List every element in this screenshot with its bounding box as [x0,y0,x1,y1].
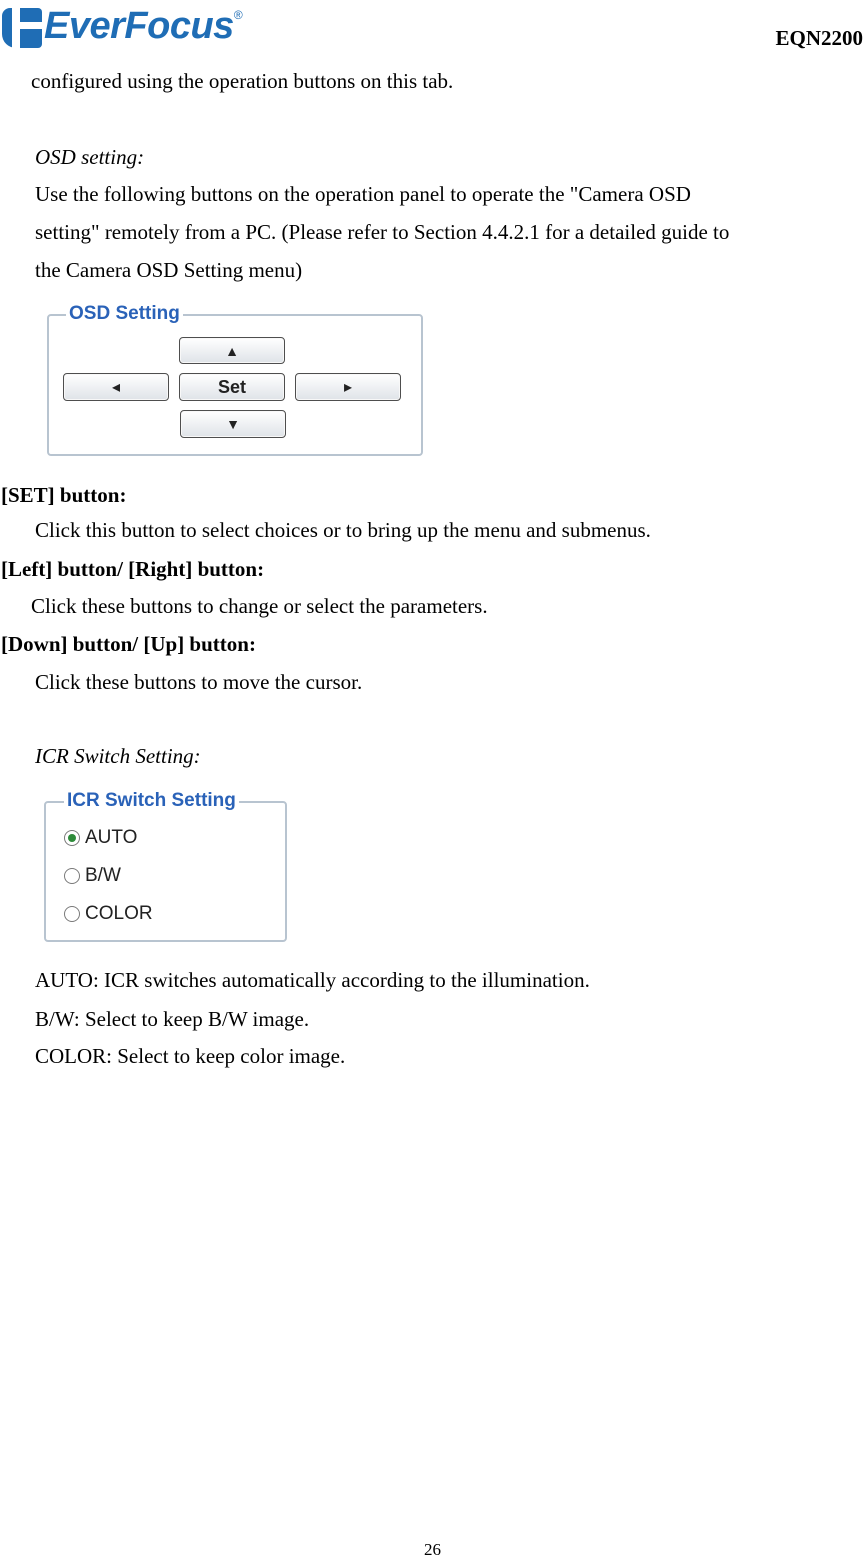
icr-option-color[interactable] [64,903,153,925]
set-button[interactable] [179,373,285,401]
radio-selected-icon[interactable] [64,830,80,846]
osd-panel-legend: OSD Setting [66,304,183,324]
osd-heading: OSD setting: [35,145,145,169]
left-button[interactable] [63,373,169,401]
brand-name: EverFocus [44,5,234,47]
icr-heading: ICR Switch Setting: [35,744,201,768]
page-number: 26 [424,1540,441,1559]
model-name: EQN2200 [775,26,863,50]
radio-icon[interactable] [64,868,80,884]
intro-text: configured using the operation buttons on this tab. [31,69,454,93]
set-button-title: [SET] button: [1,483,127,507]
down-up-button-description: Click these buttons to move the cursor. [35,670,363,694]
osd-description-line-2: setting" remotely from a PC. (Please refer to Section 4.4.2.1 for a detailed guide to [35,220,730,244]
icr-auto-description: AUTO: ICR switches automatically according to the illumination. [35,968,590,992]
icr-switch-setting-panel [44,790,287,942]
left-right-button-title: [Left] button/ [Right] button: [1,557,265,581]
icr-option-auto[interactable] [64,827,137,849]
down-up-button-title: [Down] button/ [Up] button: [1,632,256,656]
up-arrow-icon: ▲ [225,342,239,359]
registered-mark: ® [233,8,243,22]
icr-option-label: COLOR [85,903,153,924]
osd-setting-panel [47,303,423,456]
brand-logo [0,2,243,50]
icr-bw-description: B/W: Select to keep B/W image. [35,1007,310,1031]
set-button-label: Set [217,376,246,397]
icr-color-description: COLOR: Select to keep color image. [35,1044,346,1068]
left-arrow-icon: ◂ [111,379,121,396]
right-button[interactable] [295,373,401,401]
down-button[interactable] [180,410,286,438]
osd-description-line-3: the Camera OSD Setting menu) [35,258,303,282]
right-arrow-icon: ▸ [343,379,353,396]
everfocus-logo-icon [0,4,42,48]
osd-description-line-1: Use the following buttons on the operation panel to operate the "Camera OSD [35,182,691,206]
icr-panel-legend: ICR Switch Setting [64,791,239,811]
down-arrow-icon: ▼ [226,416,240,432]
up-button[interactable] [179,337,285,364]
set-button-description: Click this button to select choices or to bring up the menu and submenus. [35,518,651,542]
icr-option-bw[interactable] [64,865,121,887]
icr-option-label: B/W [85,865,121,886]
radio-icon[interactable] [64,906,80,922]
icr-option-label: AUTO [85,827,138,848]
left-right-button-description: Click these buttons to change or select the parameters. [31,594,488,618]
